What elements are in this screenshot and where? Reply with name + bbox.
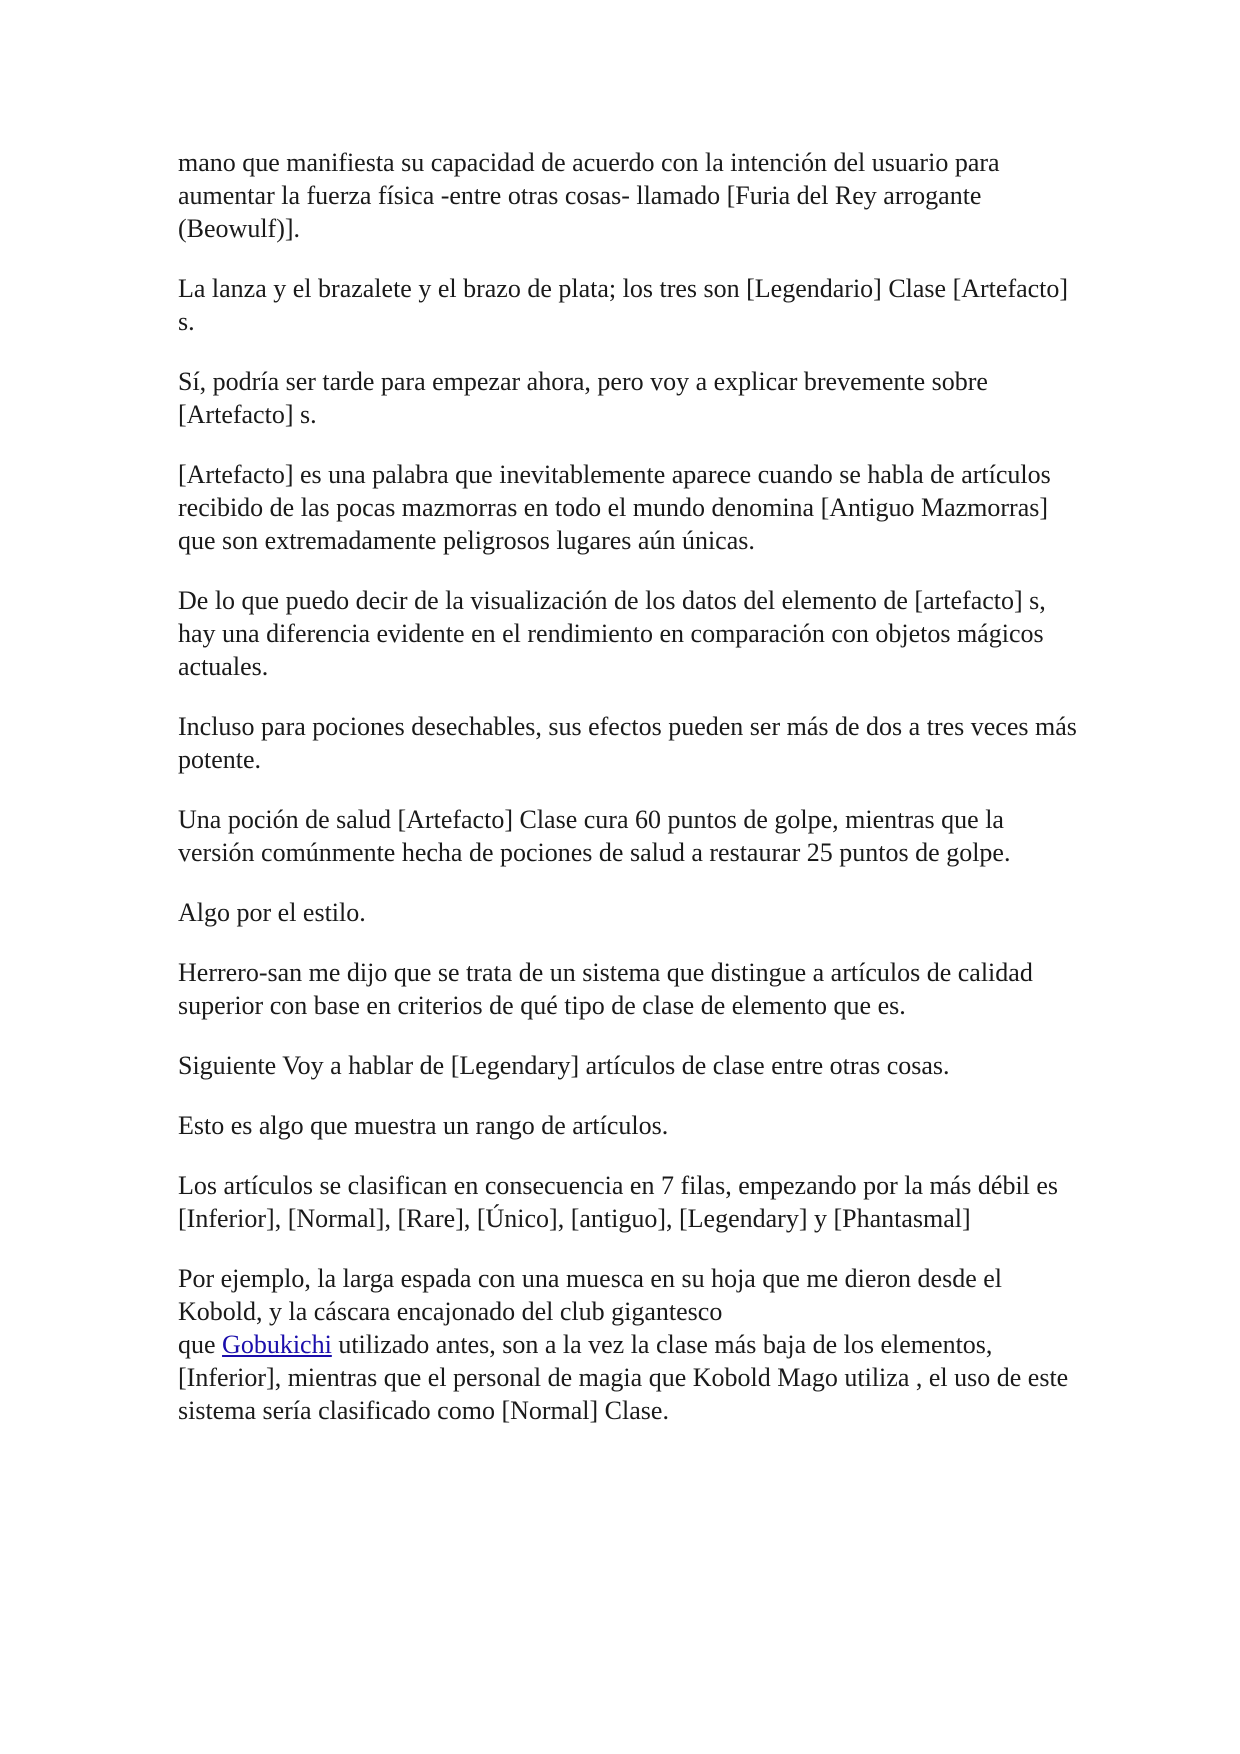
paragraph-5: De lo que puedo decir de la visualización de los datos del elemento de [artefacto] s, hay una diferencia evidente en el rendimiento en comparación con objetos mágicos actuales. [178, 586, 1046, 681]
paragraph-11: Esto es algo que muestra un rango de artículos. [178, 1111, 669, 1140]
paragraph-1: mano que manifiesta su capacidad de acuerdo con la intención del usuario para aumentar la fuerza física -entre otras cosas- llamado [Furia del Rey arrogante (Beowulf)]. [178, 148, 1000, 243]
paragraph-2: La lanza y el brazalete y el brazo de plata; los tres son [Legendario] Clase [Artefacto] s. [178, 274, 1069, 336]
paragraph-8: Algo por el estilo. [178, 898, 366, 927]
paragraph-9: Herrero-san me dijo que se trata de un sistema que distingue a artículos de calidad superior con base en criterios de qué tipo de clase de elemento que es. [178, 958, 1033, 1020]
paragraph-13 [178, 1262, 1078, 1427]
gobukichi-link[interactable]: Gobukichi [222, 1330, 332, 1359]
paragraph-3: Sí, podría ser tarde para empezar ahora, pero voy a explicar brevemente sobre [Artefacto] s. [178, 367, 988, 429]
paragraph-13-line1: Por ejemplo, la larga espada con una muesca en su hoja que me dieron desde el Kobold, y la cáscara encajonado del club gigantesco [178, 1264, 1003, 1326]
paragraph-4: [Artefacto] es una palabra que inevitablemente aparece cuando se habla de artículos recibido de las pocas mazmorras en todo el mundo denomina [Antiguo Mazmorras] que son extremadamente peligrosos lugares aún únicas. [178, 460, 1051, 555]
paragraph-13-before-link: que [178, 1330, 223, 1359]
paragraph-10: Siguiente Voy a hablar de [Legendary] artículos de clase entre otras cosas. [178, 1051, 950, 1080]
paragraph-7: Una poción de salud [Artefacto] Clase cura 60 puntos de golpe, mientras que la versión comúnmente hecha de pociones de salud a restaurar 25 puntos de golpe. [178, 805, 1011, 867]
paragraph-13-after-link: utilizado antes, son a la vez la clase más baja de los elementos, [Inferior], mientras que el personal de magia que Kobold Mago utiliza , el uso de este sistema sería clasificado como [Normal] Clase. [178, 1330, 1069, 1425]
paragraph-12: Los artículos se clasifican en consecuencia en 7 filas, empezando por la más débil es [Inferior], [Normal], [Rare], [Único], [antiguo], [Legendary] y [Phantasmal] [178, 1171, 1059, 1233]
paragraph-6: Incluso para pociones desechables, sus efectos pueden ser más de dos a tres veces más potente. [178, 712, 1077, 774]
document-page [178, 146, 1078, 1454]
